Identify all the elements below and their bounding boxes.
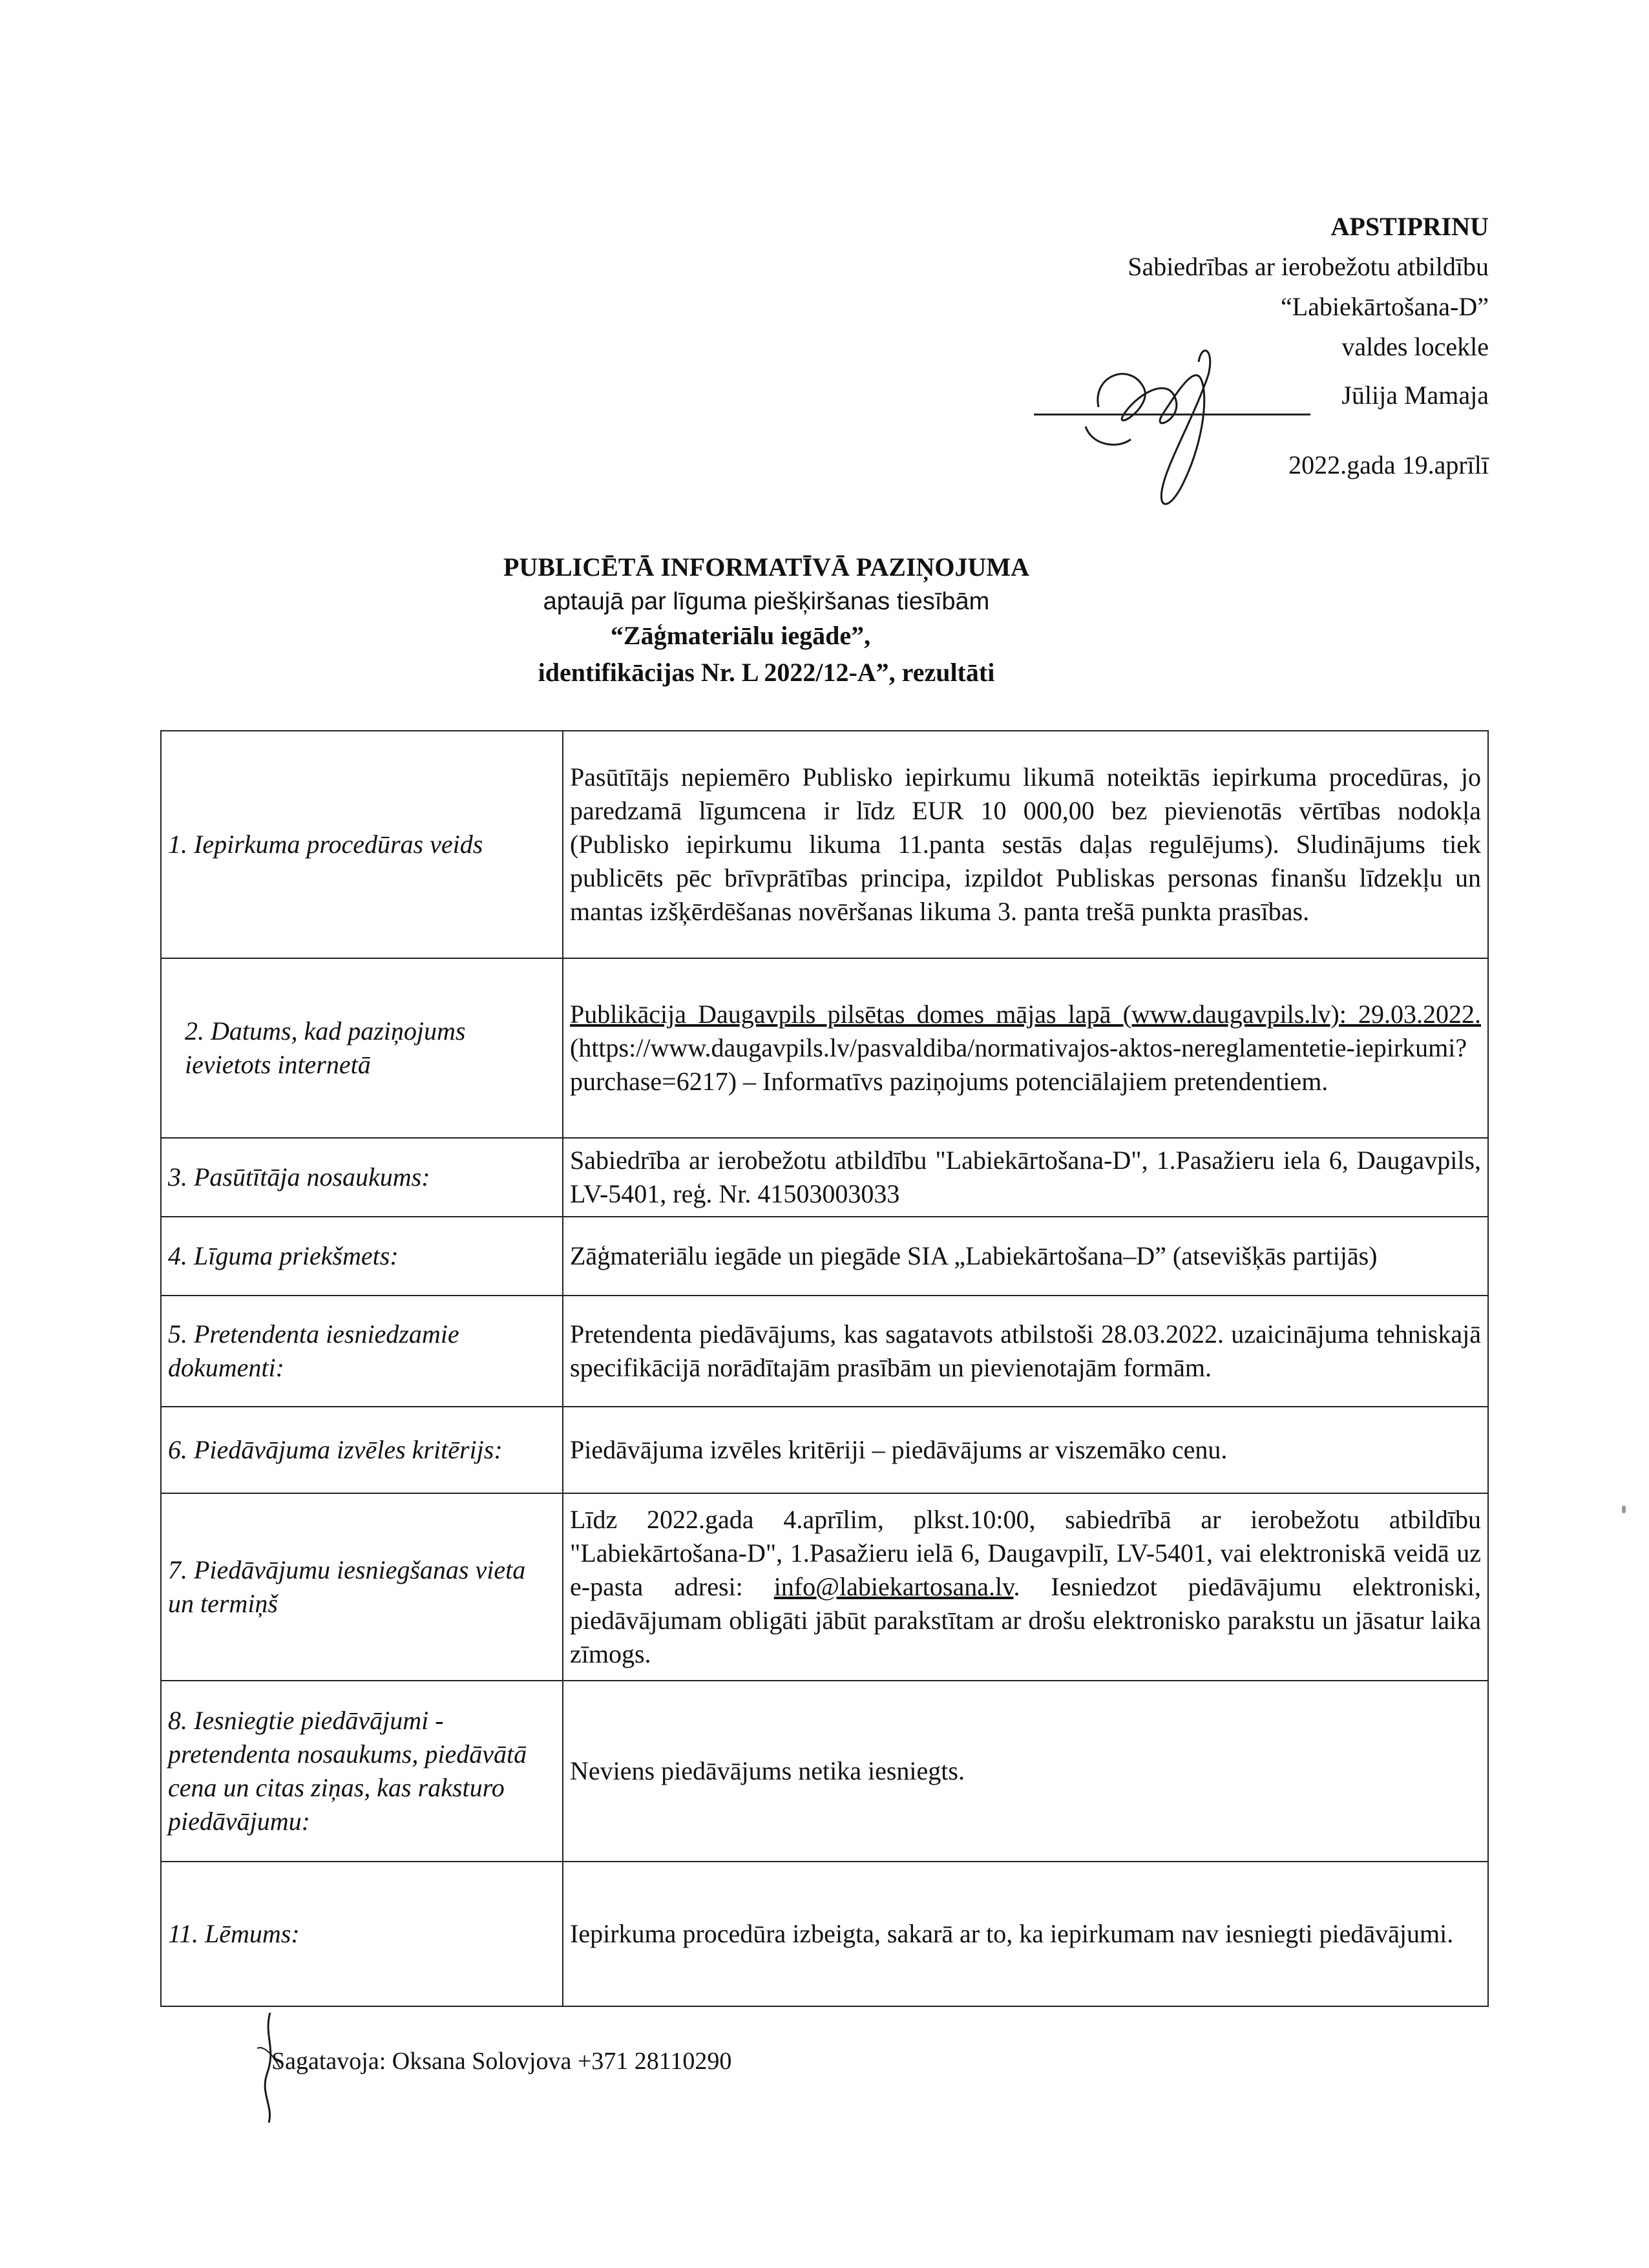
email-link[interactable]: info@labiekartosana.lv (773, 1572, 1014, 1601)
row-value: Sabiedrība ar ierobežotu atbildību "Labiekārtošana-D", 1.Pasažieru iela 6, Daugavpils, LV-5401, reģ. Nr. 41503003033 (563, 1138, 1488, 1217)
approval-date: 2022.gada 19.aprīlī (1288, 450, 1489, 479)
row-label: 1. Iepirkuma procedūras veids (161, 731, 563, 958)
table-row (161, 1217, 1488, 1296)
row-value: Pasūtītājs nepiemēro Publisko iepirkumu likumā noteiktās iepirkuma procedūras, jo paredzamā līgumcena ir līdz EUR 10 000,00 bez pievienotās vērtības nodokļa (Publisko iepirkumu likuma 11.panta sestās daļas regulējums). Sludinājums tiek publicēts pēc brīvprātības principa, izpildot Publiskas personas finanšu līdzekļu un mantas izšķērdēšanas novēršanas likuma 3. panta trešā punkta prasības. (563, 731, 1488, 958)
row-value: Piedāvājuma izvēles kritēriji – piedāvājums ar viszemāko cenu. (563, 1407, 1488, 1493)
title-line-1: PUBLICĒTĀ INFORMATĪVĀ PAZIŅOJUMA (503, 552, 1030, 582)
signature-line (1034, 414, 1310, 415)
results-table (160, 730, 1489, 2007)
document-title (0, 549, 1649, 691)
row-label: 4. Līguma priekšmets: (161, 1217, 563, 1296)
row-value: Neviens piedāvājums netika iesniegts. (563, 1681, 1488, 1862)
row-label: 11. Lēmums: (161, 1862, 563, 2006)
table-row (161, 1493, 1488, 1681)
approval-position: valdes locekle (1341, 332, 1489, 361)
approval-company-name: “Labiekārtošana-D” (1280, 292, 1489, 321)
table-row (161, 958, 1488, 1138)
row-label: 2. Datums, kad paziņojums ievietots internetā (161, 958, 563, 1138)
table-row (161, 731, 1488, 958)
title-line-4: identifikācijas Nr. L 2022/12-A”, rezultāti (538, 658, 995, 687)
row-label: 6. Piedāvājuma izvēles kritērijs: (161, 1407, 563, 1493)
row-label: 5. Pretendenta iesniedzamie dokumenti: (161, 1296, 563, 1407)
scan-speck (1622, 1506, 1626, 1513)
row-label: 8. Iesniegtie piedāvājumi - pretendenta nosaukums, piedāvātā cena un citas ziņas, kas raksturo piedāvājumu: (161, 1681, 563, 1862)
row-value (563, 1493, 1488, 1681)
publication-url-text: (https://www.daugavpils.lv/pasvaldiba/normativajos-aktos-nereglamentetie-iepirkumi?purchase=6217) – Informatīvs paziņojums potenciālajiem pretendentiem. (570, 1033, 1467, 1096)
row-value: Zāģmateriālu iegāde un piegāde SIA „Labiekārtošana–D” (atsevišķās partijās) (563, 1217, 1488, 1296)
row-label: 7. Piedāvājumu iesniegšanas vieta un termiņš (161, 1493, 563, 1681)
submission-text-cont: . Iesniedzot piedāvājumu elektroniski, piedāvājumam obligāti jābūt parakstītam ar drošu elektronisko parakstu un jāsatur laika zīmogs. (570, 1572, 1481, 1668)
row-value: Iepirkuma procedūra izbeigta, sakarā ar to, ka iepirkumam nav iesniegti piedāvājumi. (563, 1862, 1488, 2006)
table-row (161, 1862, 1488, 2006)
approval-heading: APSTIPRINU (1330, 212, 1489, 241)
row-value: Pretendenta piedāvājums, kas sagatavots atbilstoši 28.03.2022. uzaicinājuma tehniskajā specifikācijā norādītajām prasībām un pievienotajām formām. (563, 1296, 1488, 1407)
title-line-2: aptaujā par līguma piešķiršanas tiesībām (543, 588, 990, 615)
table-row (161, 1138, 1488, 1217)
submission-text: Līdz 2022.gada 4.aprīlim, plkst.10:00, sabiedrībā ar ierobežotu atbildību "Labiekārtošana-D", 1.Pasažieru ielā 6, Daugavpilī, LV-5401, vai elektroniskā veidā uz e-pasta adresi: (570, 1505, 1481, 1601)
signatory-name: Jūlija Mamaja (1341, 381, 1489, 410)
handwritten-signature (1073, 336, 1266, 523)
title-line-3: “Zāģmateriālu iegāde”, (610, 621, 871, 650)
table-row (161, 1296, 1488, 1407)
approval-company-line: Sabiedrības ar ierobežotu atbildību (1128, 252, 1489, 281)
table-row (161, 1681, 1488, 1862)
row-value (563, 958, 1488, 1138)
publication-link-text[interactable]: Publikācija Daugavpils pilsētas domes mājas lapā (www.daugavpils.lv): 29.03.2022. (570, 1000, 1481, 1029)
table-row (161, 1407, 1488, 1493)
row-label: 3. Pasūtītāja nosaukums: (161, 1138, 563, 1217)
prepared-by: Sagatavoja: Oksana Solovjova +371 28110290 (271, 2048, 732, 2075)
